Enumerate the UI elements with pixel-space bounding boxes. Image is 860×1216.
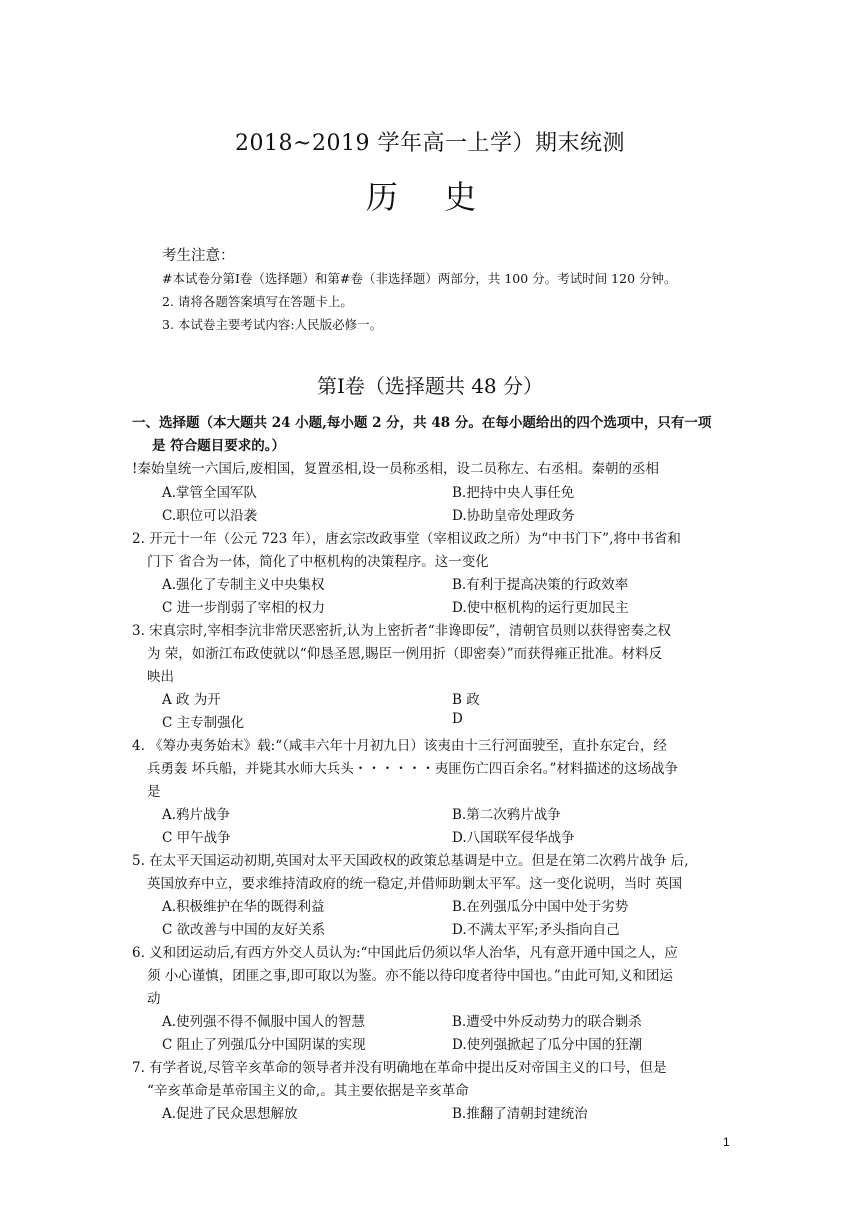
option-b: B.有利于提高决策的行政效率 xyxy=(452,577,629,593)
question-stem: 英国放弃中立，要求维持清政府的统一稳定,并借师助剿太平军。这一变化说明，当时 英国 xyxy=(147,876,683,892)
option-a: A.鸦片战争 xyxy=(162,807,231,823)
section-instruction: 一、选择题（本大题共 24 小题,每小题 2 分，共 48 分。在每小题给出的四个选项中，只有一项 xyxy=(132,415,712,431)
option-c: C 进一步削弱了宰相的权力 xyxy=(162,600,326,616)
question-stem: “辛亥革命是革帝国主义的命,。其主要依据是辛亥革命 xyxy=(147,1083,469,1099)
option-d: D.八国联军侵华战争 xyxy=(452,830,575,846)
option-c: C 甲午战争 xyxy=(162,830,231,846)
option-c: C 欲改善与中国的友好关系 xyxy=(162,922,326,938)
option-d: D.使列强掀起了瓜分中国的狂潮 xyxy=(452,1037,643,1053)
page-number: 1 xyxy=(723,1135,730,1149)
question-stem: 兵勇轰 坏兵船，并毙其水师大兵头・・・・・・夷匪伤亡四百余名。”材料描述的这场战争 xyxy=(147,761,678,777)
question-stem: 为 荣，如浙江布政使就以“仰恳圣恩,賜臣一例用折（即密奏）”而获得雍正批准。材料反 xyxy=(147,646,663,662)
option-a: A.强化了专制主义中央集权 xyxy=(162,577,325,593)
section-title: 第Ⅰ卷（选择题共 48 分） xyxy=(316,374,544,398)
question-stem: 门下 省合为一体，简化了中枢机构的决策程序。这一变化 xyxy=(147,554,489,570)
notice-item: 3. 本试卷主要考试内容:人民版必修一。 xyxy=(162,317,383,332)
question-stem: 映出 xyxy=(147,669,174,685)
section-instruction: 是 符合题目要求的。） xyxy=(152,438,285,454)
option-b: B.把持中央人事任免 xyxy=(452,485,575,501)
option-a: A.掌管全国军队 xyxy=(162,485,258,501)
question-stem: 是 xyxy=(147,784,161,800)
option-b: B 政 xyxy=(452,692,480,708)
option-d: D.不满太平军;矛头指向自己 xyxy=(452,922,620,938)
question-stem: !秦始皇统一六国后,废相国，复置丞相,设一员称丞相，设二员称左、右丞相。秦朝的丞相 xyxy=(132,461,660,477)
option-d: D.使中枢机构的运行更加民主 xyxy=(452,600,629,616)
option-d: D.协助皇帝处理政务 xyxy=(452,508,575,524)
option-b: B.推翻了清朝封建统治 xyxy=(452,1106,588,1122)
question-stem: 3. 宋真宗时,宰相李沆非常厌恶密折,认为上密折者“非谗即佞”，清朝官员则以获得密奏之权 xyxy=(132,623,672,639)
option-a: A.促进了民众思想解放 xyxy=(162,1106,298,1122)
option-a: A 政 为开 xyxy=(162,692,221,708)
option-b: B.第二次鸦片战争 xyxy=(452,807,561,823)
question-stem: 5. 在太平天国运动初期,英国对太平天国政权的政策总基调是中立。但是在第二次鸦片战争 后, xyxy=(132,853,689,869)
question-stem: 6. 义和团运动后,有西方外交人员认为:“中国此后仍须以华人治华，凡有意开通中国之人，应 xyxy=(132,945,678,961)
subject-title: 历 史 xyxy=(365,178,495,216)
option-c: C 主专制强化 xyxy=(162,715,245,731)
option-b: B.在列强瓜分中国中处于劣势 xyxy=(452,899,629,915)
option-a: A.使列强不得不佩服中国人的智慧 xyxy=(162,1014,366,1030)
question-stem: 2. 开元十一年（公元 723 年），唐玄宗改政事堂（宰相议政之所）为“中书门下”,将中书省和 xyxy=(132,531,681,547)
option-a: A.积极维护在华的既得利益 xyxy=(162,899,325,915)
notice-heading: 考生注意： xyxy=(162,248,235,264)
notice-item: 2. 请将各题答案填写在答题卡上。 xyxy=(162,294,353,309)
option-c: C.职位可以沿袭 xyxy=(162,508,258,524)
exam-title: 2018~2019 学年高一上学）期末统测 xyxy=(235,131,625,156)
question-stem: 须 小心谨慎，团匪之事,即可取以为鉴。亦不能以待印度者待中国也。”由此可知,义和团运 xyxy=(147,968,674,984)
notice-item: #本试卷分第Ⅰ卷（选择题）和第#卷（非选择题）两部分，共 100 分。考试时间 120 分钟。 xyxy=(162,271,677,286)
question-stem: 7. 有学者说,尽管辛亥革命的领导者并没有明确地在革命中提出反对帝国主义的口号，但是 xyxy=(132,1060,667,1076)
question-stem: 动 xyxy=(147,991,161,1007)
option-d: D xyxy=(452,711,463,727)
option-c: C 阻止了列强瓜分中国阴谋的实现 xyxy=(162,1037,366,1053)
question-stem: 4. 《筹办夷务始末》载:“（咸丰六年十月初九日）该夷由十三行河面驶至，直扑东定台，经 xyxy=(132,738,667,754)
option-b: B.遭受中外反动势力的联合剿杀 xyxy=(452,1014,642,1030)
